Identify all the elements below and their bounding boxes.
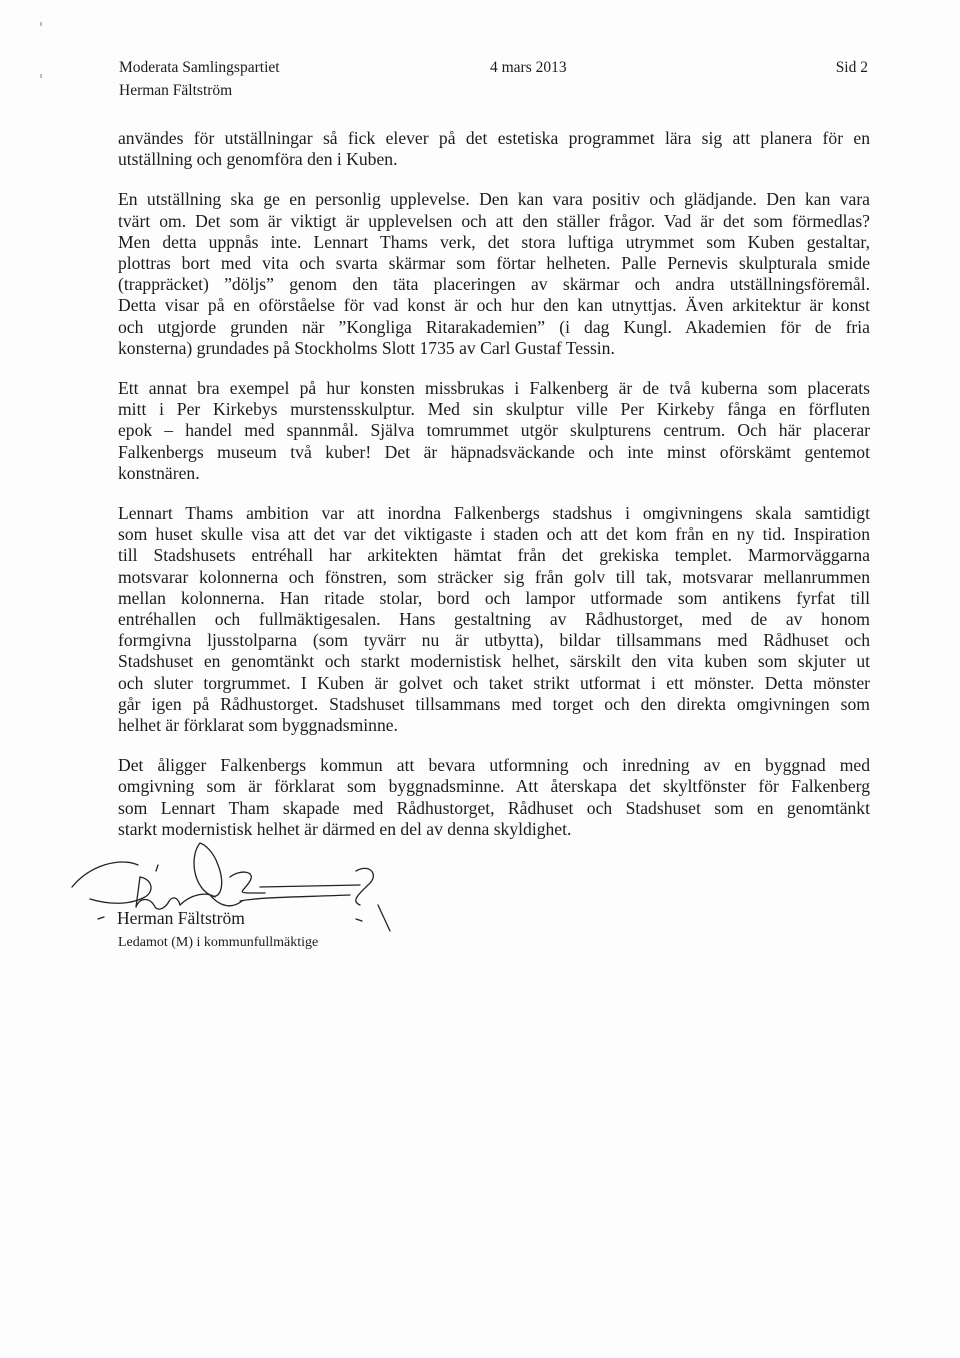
scan-speck	[40, 74, 42, 78]
paragraph-line: motsvarar kolonnerna och fönstren, som sträcker sig från golv till tak, motsvarar mellanrummen	[118, 566, 870, 587]
scan-speck	[40, 22, 42, 26]
letter-body	[118, 128, 870, 859]
signer-name: Herman Fältström	[117, 908, 245, 928]
body-paragraph	[118, 503, 870, 736]
body-paragraph	[118, 189, 870, 359]
paragraph-line: och sluter torgrummet. I Kuben är golvet och taket strikt utformat i ett mönster. Detta mönster	[118, 672, 870, 693]
signature-scribble-icon	[60, 835, 440, 975]
header-organization: Moderata Samlingspartiet	[119, 59, 280, 76]
signer-role: Ledamot (M) i kommunfullmäktige	[118, 935, 319, 950]
paragraph-line: formgivna ljusstolparna (som tyvärr nu är utbytta), bildar tillsammans med Rådhuset och	[118, 630, 870, 651]
paragraph-line: Falkenbergs museum två kuber! Det är häpnadsväckande och inte minst oförskämt gentemot	[118, 441, 870, 462]
paragraph-line: Stadshuset en genomtänkt och starkt modernistisk helhet, särskilt den vita kuben som skjuter ut	[118, 651, 870, 672]
paragraph-line: starkt modernistisk helhet är därmed en del av denna skyldighet.	[118, 818, 572, 839]
header-date: 4 mars 2013	[490, 59, 567, 76]
paragraph-line: entréhallen och fullmäktigesalen. Hans gestaltning av Rådhustorget, med de av honom	[118, 609, 870, 630]
body-paragraph	[118, 755, 870, 840]
header-author: Herman Fältström	[119, 82, 233, 99]
header-left	[119, 56, 280, 102]
paragraph-line: omgivning som är förklarat som byggnadsminne. Att återskapa det skyltfönster för Falkenberg	[118, 776, 870, 797]
paragraph-line: helhet är förklarat som byggnadsminne.	[118, 715, 398, 736]
paragraph-line: utställning och genomföra den i Kuben.	[118, 149, 398, 170]
paragraph-line: konsterna) grundades på Stockholms Slott 1735 av Carl Gustaf Tessin.	[118, 337, 615, 358]
paragraph-line: Det åligger Falkenbergs kommun att bevara utformning och inredning av en byggnad med	[118, 755, 870, 776]
paragraph-line: Men detta uppnås inte. Lennart Thams verk, det stora luftiga utrymmet som Kuben gestaltar,	[118, 231, 870, 252]
handwritten-signature	[60, 835, 440, 975]
paragraph-line: som huset skulle visa att det var det viktigaste i staden och att det kom från en ny tid. Inspiration	[118, 524, 870, 545]
paragraph-line: konstnären.	[118, 462, 200, 483]
paragraph-line: mellan kolonnerna. Han ritade stolar, bord och lampor utformade som antikens fyrfat till	[118, 587, 870, 608]
paragraph-line: som Lennart Tham skapade med Rådhustorget, Rådhuset och Stadshuset som en genomtänkt	[118, 797, 870, 818]
paragraph-line: plottras bort med vita och svarta skärmar som förtar helheten. Palle Pernevis skulpturala smide	[118, 253, 870, 274]
paragraph-line: Lennart Thams ambition var att inordna Falkenbergs stadshus i omgivningens skala samtidigt	[118, 503, 870, 524]
paragraph-line: Detta visar på en oförståelse för vad konst är och hur den kan utnyttjas. Även arkitektur är konst	[118, 295, 870, 316]
paragraph-line: användes för utställningar så fick elever på det estetiska programmet lära sig att planera för en	[118, 128, 870, 148]
paragraph-line: går igen på Rådhustorget. Stadshuset tillsammans med torget och den direkta omgivningen som	[118, 693, 870, 714]
paragraph-line: (trappräcket) ”döljs” genom den täta placeringen av skärmar och andra utställningsföremål.	[118, 274, 870, 295]
paragraph-line: Ett annat bra exempel på hur konsten missbrukas i Falkenberg är de två kuberna som placerats	[118, 378, 870, 399]
header-page-number: Sid 2	[835, 59, 868, 76]
body-paragraph	[118, 128, 870, 170]
paragraph-line: och utgjorde grunden när ”Kongliga Ritarakademien” (i dag Kungl. Akademien för de fria	[118, 316, 870, 337]
paragraph-line: till Stadshusets entréhall har arkitekten hämtat från det grekiska templet. Marmorväggarna	[118, 545, 870, 566]
paragraph-line: mitt i Per Kirkebys murstensskulptur. Med sin skulptur ville Per Kirkeby fånga en förfluten	[118, 399, 870, 420]
paragraph-line: En utställning ska ge en personlig upplevelse. Den kan vara positiv och glädjande. Den kan vara	[118, 189, 870, 210]
paragraph-line: tvärt om. Det som är viktigt är upplevelsen och att den ställer frågor. Vad är det som förmedlas?	[118, 210, 870, 231]
paragraph-line: epok – handel med spannmål. Själva tomrummet utgör skulpturens centrum. Och här placerar	[118, 420, 870, 441]
body-paragraph	[118, 378, 870, 484]
